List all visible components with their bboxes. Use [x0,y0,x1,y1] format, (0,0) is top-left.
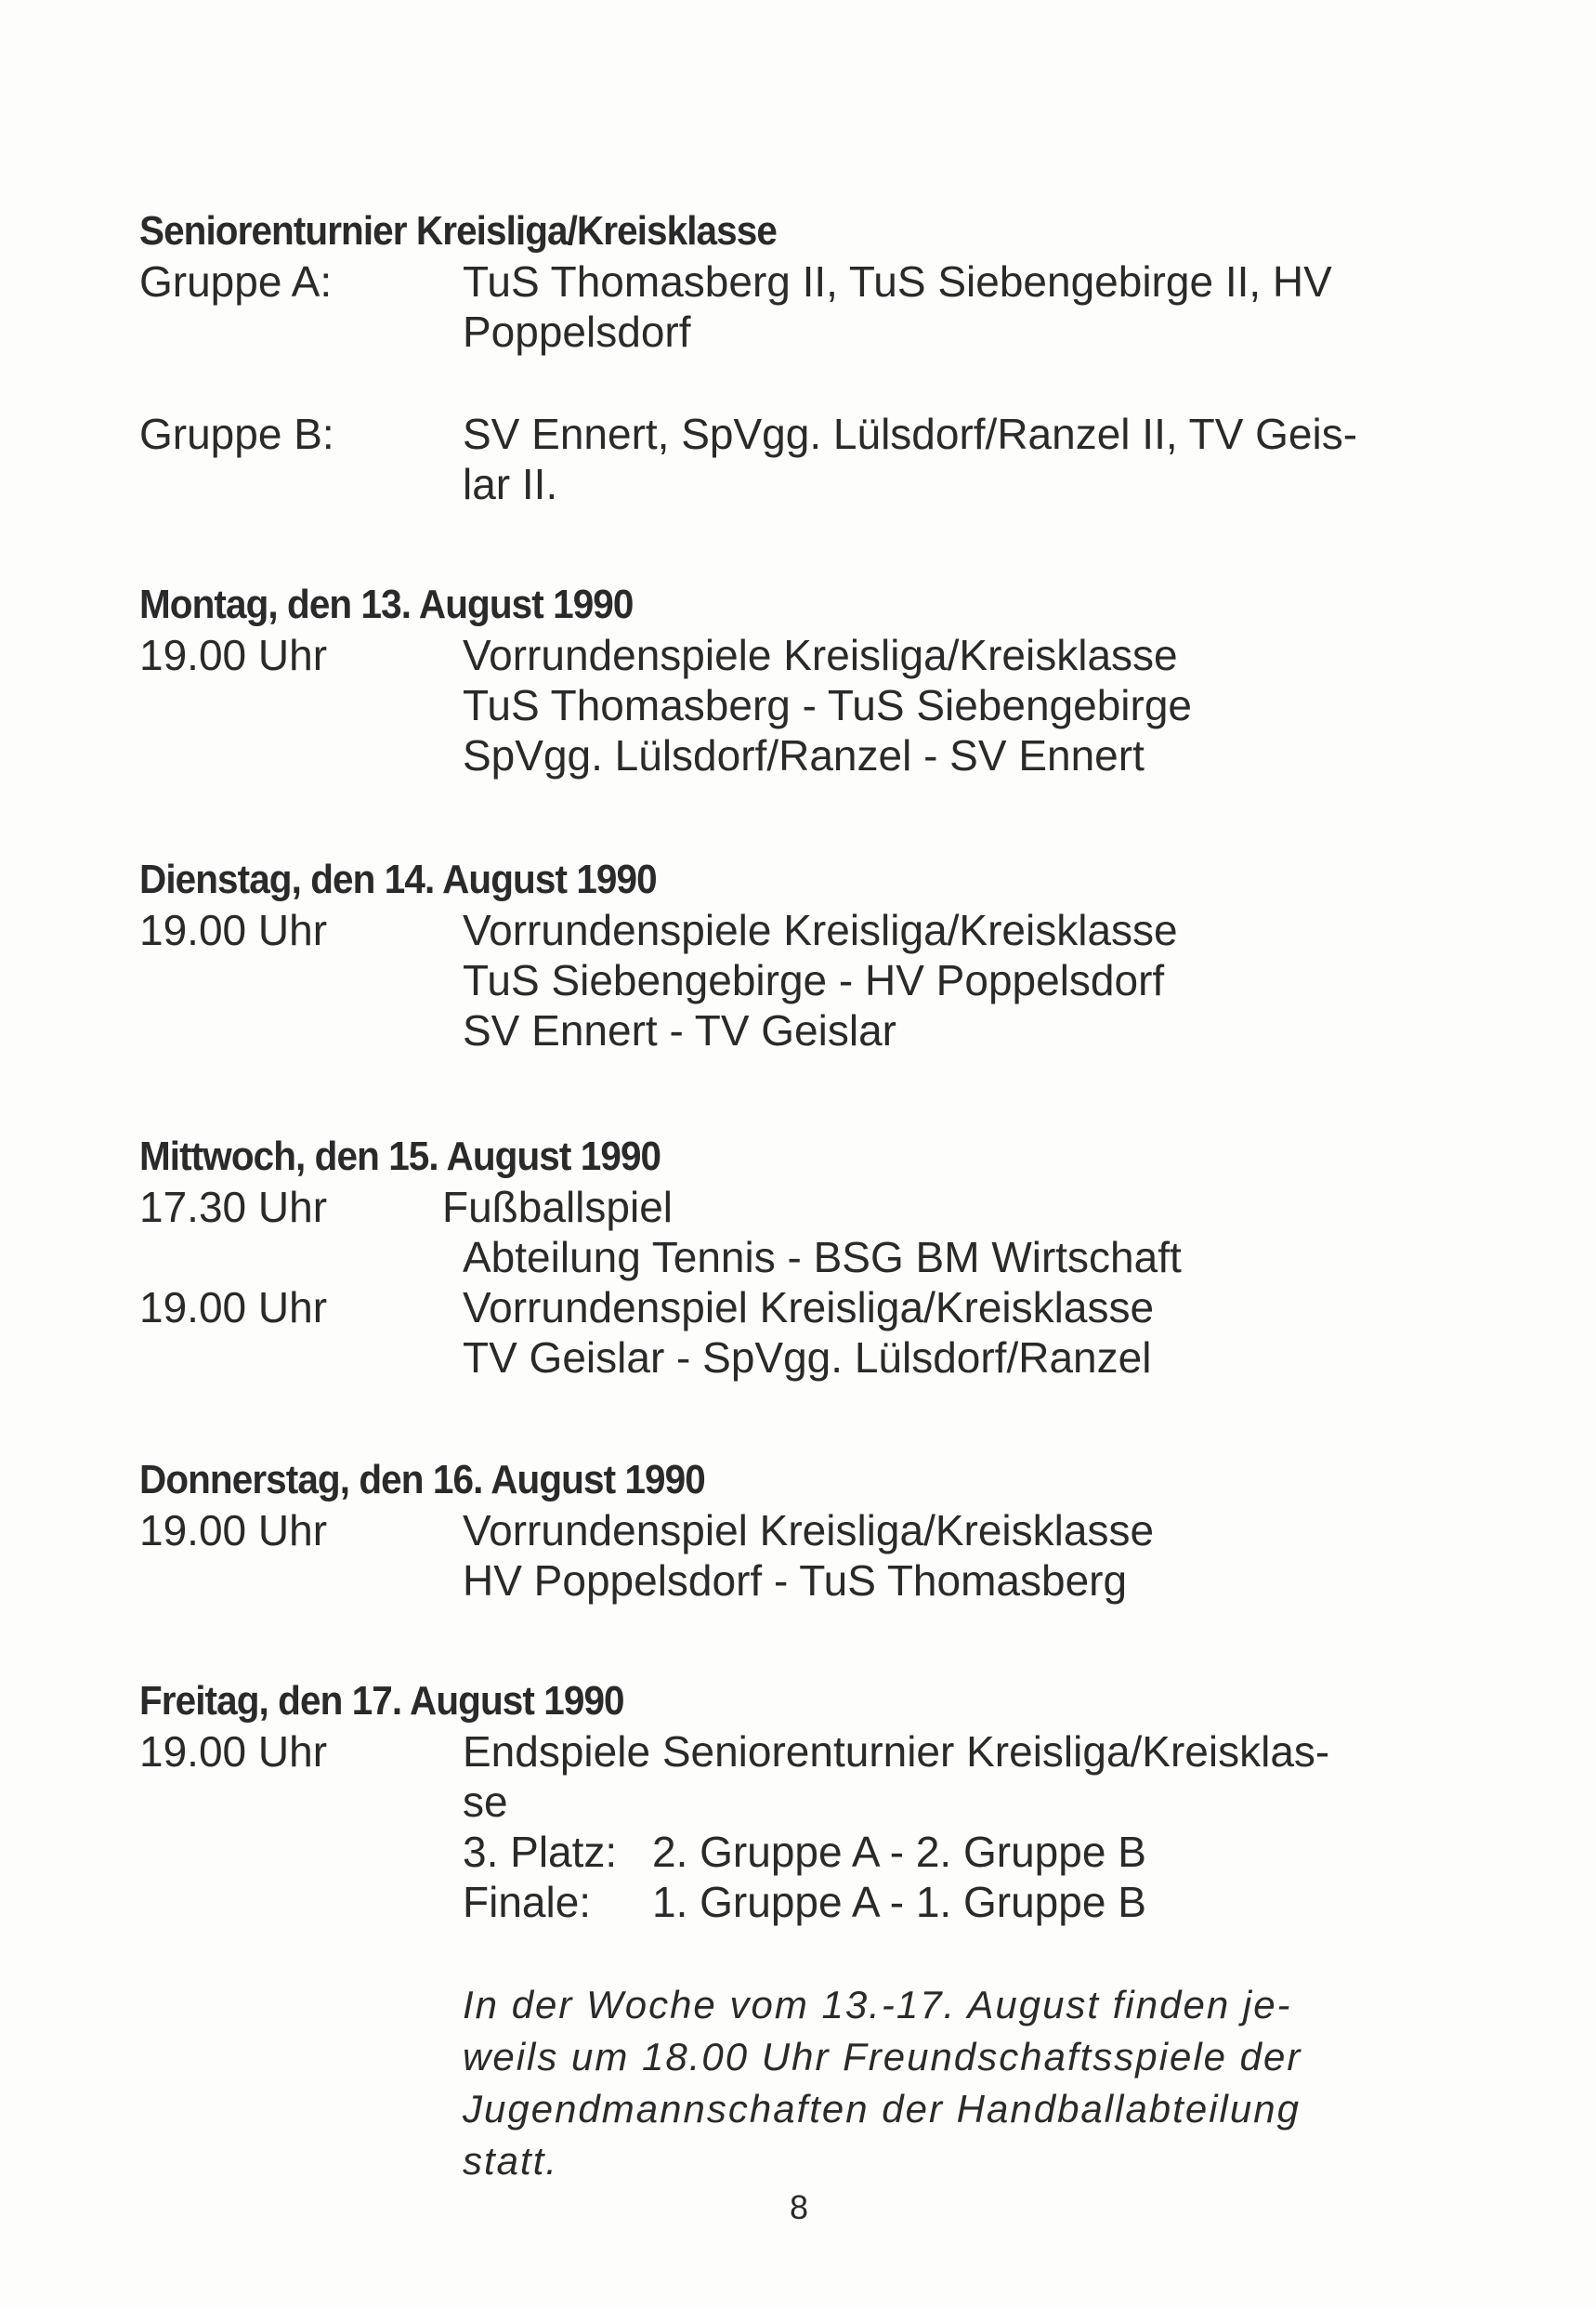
group-a-label: Gruppe A: [139,257,333,306]
thursday-line-1: Vorrundenspiel Kreisliga/Kreisklasse [463,1506,1155,1554]
final-label: Finale: [463,1878,592,1926]
friday-time: 19.00 Uhr [139,1727,328,1776]
page-number: 8 [790,2188,809,2226]
third-place-label: 3. Platz: [463,1828,618,1876]
friday-line-1: Endspiele Seniorenturnier Kreisliga/Kreisklas- [463,1727,1330,1776]
wednesday-line-2: Abteilung Tennis - BSG BM Wirtschaft [463,1233,1182,1281]
monday-line-2: TuS Thomasberg - TuS Siebengebirge [463,681,1193,729]
tournament-heading: Seniorenturnier Kreisliga/Kreisklasse [139,208,777,254]
tuesday-time: 19.00 Uhr [139,906,328,954]
third-place-value: 2. Gruppe A - 2. Gruppe B [652,1828,1146,1876]
tuesday-line-2: TuS Siebengebirge - HV Poppelsdorf [463,956,1165,1004]
thursday-line-2: HV Poppelsdorf - TuS Thomasberg [463,1556,1128,1605]
wednesday-time-2: 19.00 Uhr [139,1283,328,1331]
group-b-teams-line-2: lar II. [463,460,558,508]
note-line-1: In der Woche vom 13.-17. August finden je- [463,1983,1292,2026]
tuesday-heading: Dienstag, den 14. August 1990 [139,857,657,902]
monday-line-3: SpVgg. Lülsdorf/Ranzel - SV Ennert [463,731,1145,780]
group-a-teams-line-1: TuS Thomasberg II, TuS Siebengebirge II, HV [463,257,1332,306]
tuesday-line-1: Vorrundenspiele Kreisliga/Kreisklasse [463,906,1178,954]
friday-heading: Freitag, den 17. August 1990 [139,1678,624,1724]
thursday-time: 19.00 Uhr [139,1506,328,1554]
final-value: 1. Gruppe A - 1. Gruppe B [652,1878,1146,1926]
note-line-2: weils um 18.00 Uhr Freundschaftsspiele der [463,2035,1302,2079]
monday-heading: Montag, den 13. August 1990 [139,582,634,627]
tuesday-line-3: SV Ennert - TV Geislar [463,1006,896,1055]
monday-line-1: Vorrundenspiele Kreisliga/Kreisklasse [463,631,1178,679]
monday-time: 19.00 Uhr [139,631,328,679]
group-b-teams-line-1: SV Ennert, SpVgg. Lülsdorf/Ranzel II, TV Geis- [463,410,1358,458]
note-line-3: Jugendmannschaften der Handballabteilung [463,2087,1301,2131]
group-b-label: Gruppe B: [139,410,334,458]
wednesday-time-1: 17.30 Uhr [139,1183,328,1231]
thursday-heading: Donnerstag, den 16. August 1990 [139,1457,705,1502]
friday-line-2: se [463,1777,508,1826]
note-line-4: statt. [463,2139,559,2183]
wednesday-heading: Mittwoch, den 15. August 1990 [139,1134,661,1179]
wednesday-line-4: TV Geislar - SpVgg. Lülsdorf/Ranzel [463,1333,1152,1382]
wednesday-line-1: Fußballspiel [442,1183,673,1231]
group-a-teams-line-2: Poppelsdorf [463,308,691,356]
wednesday-line-3: Vorrundenspiel Kreisliga/Kreisklasse [463,1283,1155,1331]
